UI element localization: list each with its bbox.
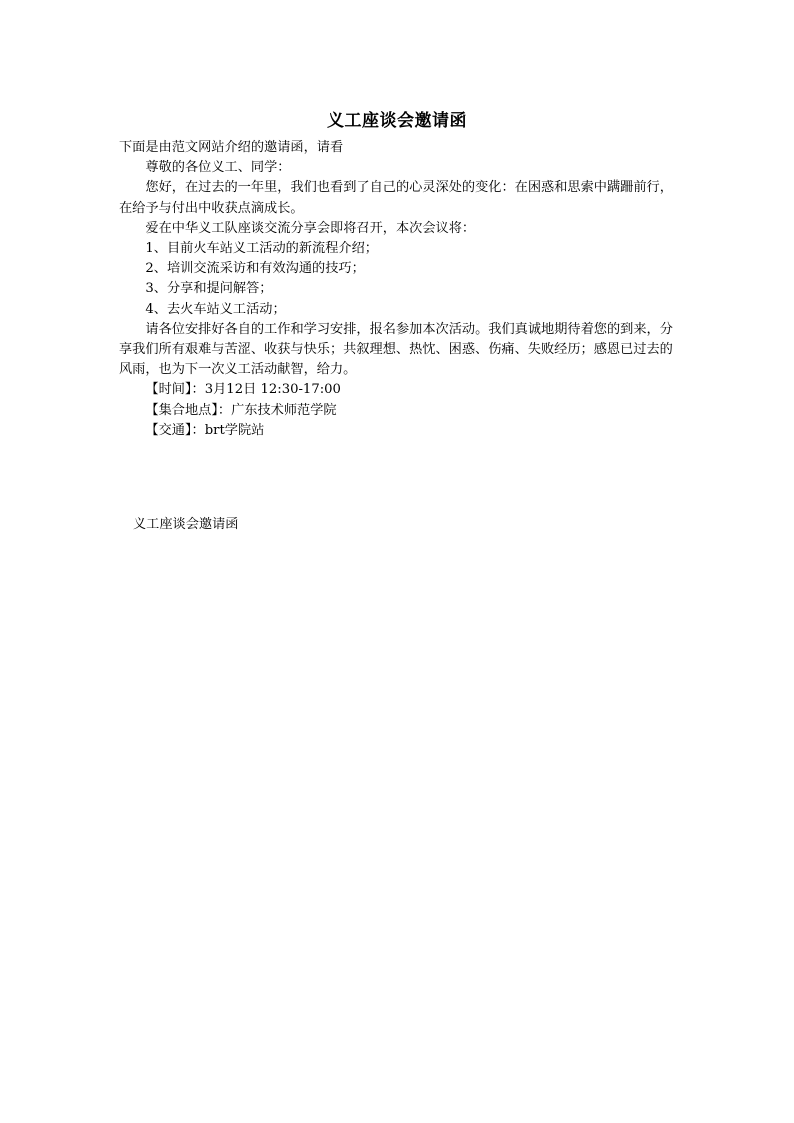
greeting-paragraph: 您好，在过去的一年里，我们也看到了自己的心灵深处的变化：在困惑和思索中蹒跚前行，在给予与付出中收获点滴成长。 xyxy=(119,180,673,216)
transport-detail: 【交通】：brt学院站 xyxy=(145,422,265,438)
closing-paragraph: 请各位安排好各自的工作和学习安排，报名参加本次活动。我们真诚地期待着您的到来，分享我们所有艰难与苦涩、收获与快乐；共叙理想、热忱、困惑、伤痛、失败经历；感恩已过去的风雨，也为下一次义工活动献智，给力。 xyxy=(119,321,673,378)
salutation: 尊敬的各位义工、同学： xyxy=(145,160,291,176)
agenda-item-2: 2、培训交流采访和有效沟通的技巧； xyxy=(145,261,365,277)
agenda-item-3: 3、分享和提问解答； xyxy=(145,281,273,297)
document-title: 义工座谈会邀请函 xyxy=(327,111,467,131)
announcement-line: 爱在中华义工队座谈交流分享会即将召开，本次会议将： xyxy=(145,220,476,236)
agenda-item-1: 1、目前火车站义工活动的新流程介绍； xyxy=(145,241,378,257)
agenda-item-4: 4、去火车站义工活动； xyxy=(145,301,286,317)
document-body xyxy=(119,138,676,441)
location-detail: 【集合地点】：广东技术师范学院 xyxy=(145,402,337,418)
time-detail: 【时间】：3月12日 12:30-17:00 xyxy=(145,382,341,398)
footer-title: 义工座谈会邀请函 xyxy=(133,517,239,532)
intro-line: 下面是由范文网站介绍的邀请函，请看 xyxy=(119,140,344,155)
